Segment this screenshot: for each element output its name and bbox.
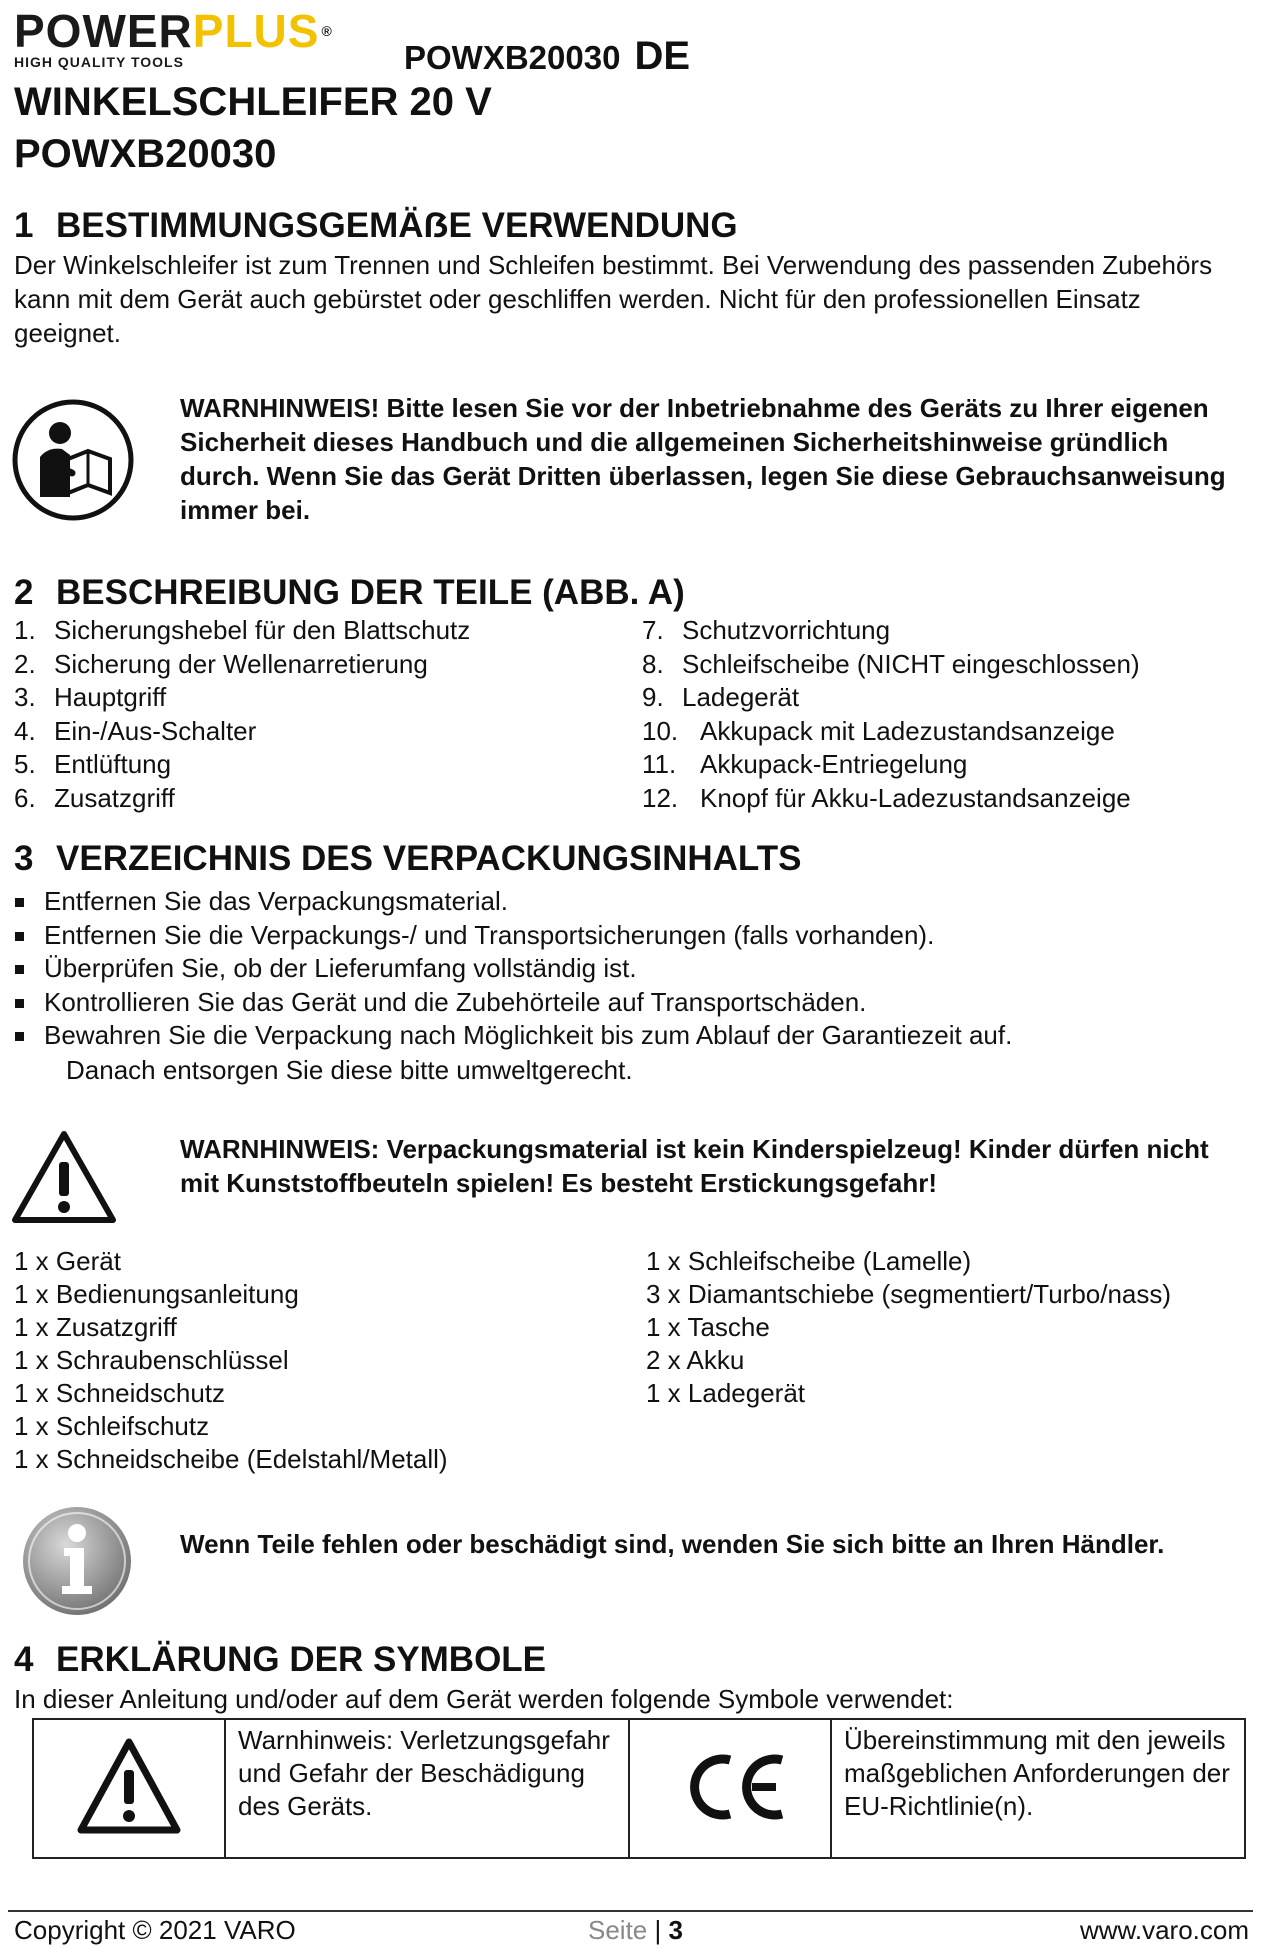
document-title-line-1: WINKELSCHLEIFER 20 V (14, 80, 492, 124)
symbol-description: Übereinstimmung mit den jeweils maßgeblichen Anforderungen der EU-Richtlinie(n). (831, 1719, 1245, 1858)
list-item: 1 x Schneidscheibe (Edelstahl/Metall) (14, 1444, 448, 1474)
header-model (404, 34, 690, 79)
section-3-warning: WARNHINWEIS: Verpackungsmaterial ist kein Kinderspielzeug! Kinder dürfen nicht mit Kunststoffbeuteln spielen! Es besteht Erstickungsgefahr! (180, 1134, 1209, 1198)
list-item: 8. Schleifscheibe (NICHT eingeschlossen) (642, 648, 1140, 679)
info-note: Wenn Teile fehlen oder beschädigt sind, wenden Sie sich bitte an Ihren Händler. (180, 1529, 1165, 1559)
list-item: 1 x Schleifscheibe (Lamelle) (646, 1246, 972, 1276)
section-4-heading: 4 ERKLÄRUNG DER SYMBOLE (14, 1640, 547, 1679)
list-item: Bewahren Sie die Verpackung nach Möglichkeit bis zum Ablauf der Garantiezeit auf. (14, 1019, 1244, 1053)
section-1-heading: 1 BESTIMMUNGSGEMÄẞE VERWENDUNG (14, 206, 738, 245)
packaging-checklist (14, 885, 1244, 1053)
list-item: 10. Akkupack mit Ladezustandsanzeige (642, 715, 1115, 746)
list-item: 7. Schutzvorrichtung (642, 615, 891, 645)
footer-copyright: Copyright © 2021 VARO (14, 1915, 296, 1945)
table-row (33, 1719, 1245, 1858)
symbol-cell (629, 1719, 831, 1858)
checklist-continuation: Danach entsorgen Sie diese bitte umweltgerecht. (66, 1055, 633, 1085)
read-manual-icon (10, 397, 136, 523)
symbol-cell (33, 1719, 225, 1858)
package-contents-left (14, 1245, 614, 1476)
parts-list-left (14, 614, 614, 815)
section-1-text: Der Winkelschleifer ist zum Trennen und Schleifen bestimmt. Bei Verwendung des passenden Zubehörs kann mit dem Gerät auch gebürstet oder geschliffen werden. Nicht für den professionellen Einsatz geeignet. (14, 250, 1213, 348)
list-item: 11. Akkupack-Entriegelung (642, 749, 968, 779)
list-item: 6. Zusatzgriff (14, 782, 175, 813)
warning-triangle-icon (10, 1128, 118, 1226)
list-item: 5. Entlüftung (14, 749, 172, 779)
warning-triangle-icon (34, 1720, 224, 1852)
list-item: Überprüfen Sie, ob der Lieferumfang vollständig ist. (14, 952, 1244, 986)
model-code: POWXB20030 (404, 39, 621, 76)
language-code: DE (634, 34, 691, 78)
footer-website: www.varo.com (1079, 1915, 1249, 1945)
list-item: 1 x Gerät (14, 1246, 121, 1276)
list-item: 1 x Bedienungsanleitung (14, 1279, 299, 1309)
brand-logo (14, 5, 384, 70)
footer-divider (8, 1910, 1253, 1912)
list-item: 1 x Tasche (646, 1312, 770, 1342)
ce-mark-icon (630, 1720, 830, 1852)
symbol-description: Warnhinweis: Verletzungsgefahr und Gefahr der Beschädigung des Geräts. (225, 1719, 629, 1858)
list-item: 1 x Schleifschutz (14, 1411, 210, 1441)
list-item: 2. Sicherung der Wellenarretierung (14, 648, 428, 679)
section-2-heading: 2 BESCHREIBUNG DER TEILE (ABB. A) (14, 573, 685, 612)
logo-tagline: HIGH QUALITY TOOLS (14, 54, 184, 70)
list-item: 3 x Diamantschiebe (segmentiert/Turbo/nass) (646, 1279, 1172, 1309)
list-item: 1 x Ladegerät (646, 1378, 806, 1408)
footer-page-number: Seite | 3 (588, 1915, 683, 1945)
list-item: 2 x Akku (646, 1345, 745, 1375)
section-3-heading: 3 VERZEICHNIS DES VERPACKUNGSINHALTS (14, 839, 802, 878)
info-icon (20, 1504, 134, 1618)
list-item: 9. Ladegerät (642, 682, 800, 712)
list-item: 1 x Schraubenschlüssel (14, 1345, 289, 1375)
list-item: 12. Knopf für Akku-Ladezustandsanzeige (642, 782, 1131, 813)
list-item: Entfernen Sie das Verpackungsmaterial. (14, 885, 1244, 919)
list-item: 1 x Schneidschutz (14, 1378, 226, 1408)
logo-wordmark: POWERPLUS ® (14, 5, 333, 57)
symbols-intro: In dieser Anleitung und/oder auf dem Gerät werden folgende Symbole verwendet: (14, 1684, 954, 1714)
list-item: 1 x Zusatzgriff (14, 1312, 177, 1342)
document-title-line-2: POWXB20030 (14, 132, 277, 176)
section-1-warning: WARNHINWEIS! Bitte lesen Sie vor der Inbetriebnahme des Geräts zu Ihrer eigenen Sicherheit dieses Handbuch und die allgemeinen Sicherheitshinweise gründlich durch. Wenn Sie das Gerät Dritten überlassen, legen Sie diese Gebrauchsanweisung immer bei. (180, 393, 1226, 525)
list-item: 3. Hauptgriff (14, 682, 167, 712)
list-item: Entfernen Sie die Verpackungs-/ und Transportsicherungen (falls vorhanden). (14, 919, 1244, 953)
list-item: Kontrollieren Sie das Gerät und die Zubehörteile auf Transportschäden. (14, 986, 1244, 1020)
parts-list-right (642, 614, 1252, 815)
symbols-table (32, 1718, 1246, 1859)
list-item: 4. Ein-/Aus-Schalter (14, 715, 257, 746)
list-item: 1. Sicherungshebel für den Blattschutz (14, 615, 471, 645)
package-contents-right (646, 1245, 1251, 1410)
